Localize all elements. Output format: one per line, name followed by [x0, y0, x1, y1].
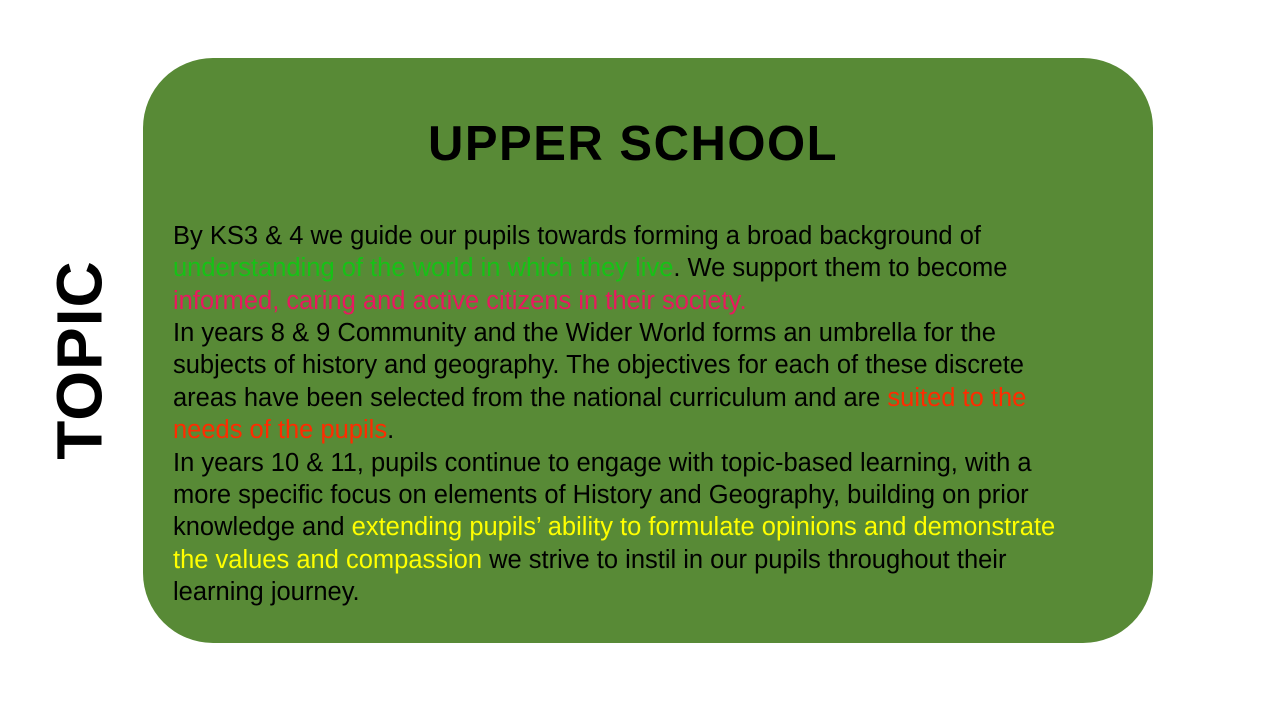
paragraph-2: [173, 317, 1093, 447]
paragraph-1: [173, 220, 1093, 317]
run-highlight-green: understanding of the world in which they live: [173, 254, 674, 283]
page-title: UPPER SCHOOL: [427, 117, 839, 171]
topic-side-label: [0, 0, 160, 720]
run-highlight-pink: informed, caring and active citizens in their society.: [173, 286, 747, 315]
run-text: . We support them to become: [673, 254, 1008, 283]
run-text: .: [387, 416, 395, 445]
topic-side-label-text: TOPIC: [44, 260, 116, 460]
panel-body: [173, 220, 1093, 609]
run-text: In years 8 & 9 Community and the Wider World forms an umbrella for the subjects of history and geography. The objectives for each of these discrete areas have been selected from the national curriculum and are: [173, 319, 1024, 412]
run-highlight-red: suited to the needs of the pupils: [173, 383, 1027, 445]
content-panel: [143, 58, 1153, 643]
paragraph-3: [173, 447, 1093, 609]
run-text: we strive to instil in our pupils throughout their learning journey.: [173, 545, 1007, 607]
run-text: By KS3 & 4 we guide our pupils towards forming a broad background of: [173, 221, 981, 250]
run-highlight-yellow: extending pupils’ ability to formulate opinions and demonstrate the values and compassion: [173, 513, 1056, 574]
run-text: In years 10 & 11, pupils continue to engage with topic-based learning, with a more specific focus on elements of History and Geography, building on prior knowledge and: [173, 448, 1032, 542]
